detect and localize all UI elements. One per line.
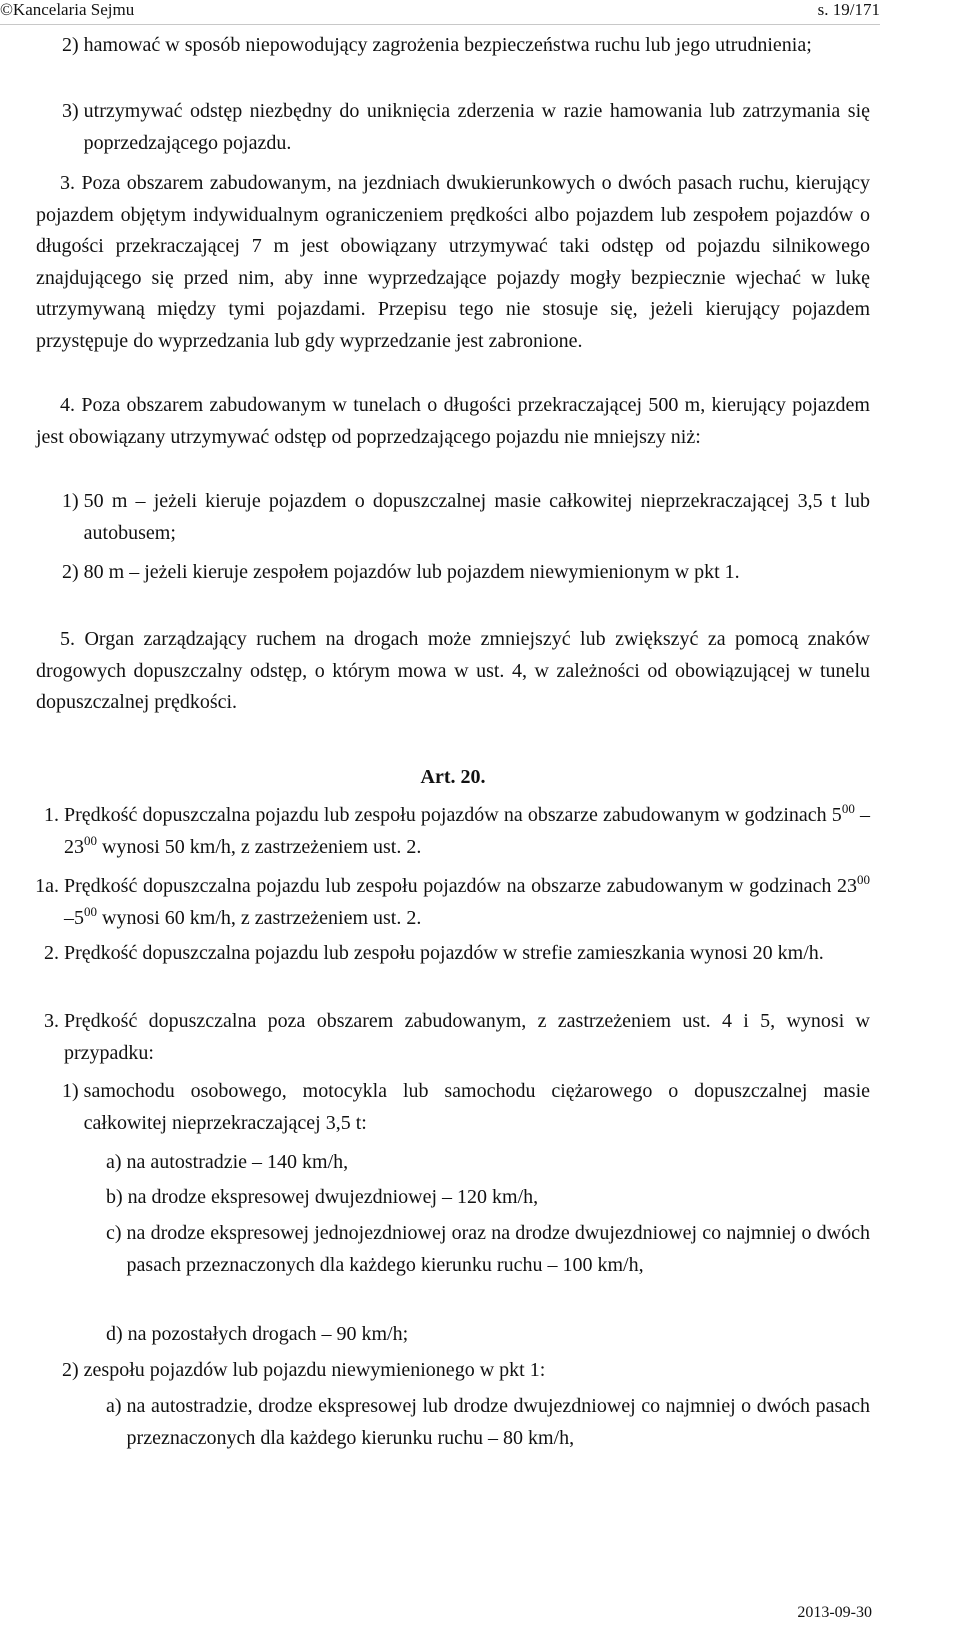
- item-text: na autostradzie, drodze ekspresowej lub drodze dwujezdniowej co najmniej o dwóch pasach przeznaczonych dla każdego kierunku ruchu – 80 km/h,: [126, 1395, 870, 1449]
- list-item: [62, 486, 870, 549]
- paragraph-text: Prędkość dopuszczalna pojazdu lub zespołu pojazdów na obszarze zabudowanym w godzinach $23^{00}$ $-5^{00}$ wynosi 60 km/h, z zastrzeżeniem ust. 2.: [64, 872, 870, 929]
- item-text: 80 m – jeżeli kieruje zespołem pojazdów lub pojazdem niewymienionym w pkt 1.: [83, 561, 740, 583]
- list-item: [106, 1391, 870, 1454]
- item-letter: d): [106, 1323, 128, 1345]
- article-paragraph: [20, 1006, 870, 1069]
- paragraph-ust-3: 3. Poza obszarem zabudowanym, na jezdniach dwukierunkowych o dwóch pasach ruchu, kierujący pojazdem objętym indywidualnym ograniczeniem prędkości albo pojazdem lub zespołem pojazdów o długości przekraczającej 7 m jest obowiązany utrzymywać taki odstęp od pojazdu silnikowego znajdującego się przed nim, aby inne wyprzedzające pojazdy mogły bezpiecznie wjechać w lukę utrzymywaną między tymi pojazdami. Przepisu tego nie stosuje się, jeżeli kierujący pojazdem przystępuje do wyprzedzania lub gdy wyprzedzanie jest zabronione.: [36, 172, 870, 352]
- article-paragraph: [20, 800, 870, 863]
- paragraph-text: Prędkość dopuszczalna pojazdu lub zespołu pojazdów w strefie zamieszkania wynosi 20 km/h.: [64, 942, 824, 964]
- item-text: na pozostałych drogach – 90 km/h;: [127, 1323, 409, 1345]
- paragraph-text: Prędkość dopuszczalna poza obszarem zabudowanym, z zastrzeżeniem ust. 4 i 5, wynosi w przypadku:: [64, 1010, 870, 1064]
- paragraph-number: 3.: [44, 1010, 64, 1032]
- header-rule: [0, 24, 880, 25]
- item-number: 2): [62, 34, 84, 56]
- list-item: [62, 96, 870, 159]
- header-copyright: ©Kancelaria Sejmu: [0, 0, 135, 19]
- item-number: 2): [62, 1359, 84, 1381]
- paragraph-ust-5: 5. Organ zarządzający ruchem na drogach może zmniejszyć lub zwiększyć za pomocą znaków drogowych dopuszczalny odstęp, o którym mowa w ust. 4, w zależności od obowiązującej w tunelu dopuszczalnej prędkości.: [36, 628, 870, 713]
- item-number: 1): [62, 1080, 84, 1102]
- item-text: samochodu osobowego, motocykla lub samochodu ciężarowego o dopuszczalnej masie całkowitej nieprzekraczającej 3,5 t:: [83, 1080, 870, 1134]
- item-text: utrzymywać odstęp niezbędny do uniknięcia zderzenia w razie hamowania lub zatrzymania się poprzedzającego pojazdu.: [83, 100, 870, 154]
- item-text: na drodze ekspresowej jednojezdniowej oraz na drodze dwujezdniowej co najmniej o dwóch pasach przeznaczonych dla każdego kierunku ruchu – 100 km/h,: [126, 1222, 870, 1276]
- footer-date: 2013-09-30: [797, 1604, 872, 1621]
- list-item: [62, 1076, 870, 1139]
- item-text: 50 m – jeżeli kieruje pojazdem o dopuszczalnej masie całkowitej nieprzekraczającej 3,5 t lub autobusem;: [83, 490, 870, 544]
- paragraph-ust-4: 4. Poza obszarem zabudowanym w tunelach o długości przekraczającej 500 m, kierujący pojazdem jest obowiązany utrzymywać odstęp od poprzedzającego pojazdu nie mniejszy niż:: [36, 394, 870, 448]
- item-text: hamować w sposób niepowodujący zagrożenia bezpieczeństwa ruchu lub jego utrudnienia;: [83, 34, 812, 56]
- article-paragraph: [20, 871, 870, 934]
- article-paragraph: [20, 938, 870, 970]
- item-letter: a): [106, 1395, 127, 1417]
- list-item: [106, 1147, 870, 1179]
- paragraph-text: Prędkość dopuszczalna pojazdu lub zespołu pojazdów na obszarze zabudowanym w godzinach $5^{00}$ $-23^{00}$ wynosi 50 km/h, z zastrzeżeniem ust. 2.: [64, 801, 870, 858]
- list-item: [62, 1355, 870, 1387]
- paragraph-number: 2.: [44, 942, 64, 964]
- paragraph-number: 1a.: [35, 875, 64, 897]
- item-number: 1): [62, 490, 84, 512]
- header-page-number: s. 19/171: [817, 0, 880, 19]
- list-item: [62, 557, 870, 589]
- list-item: [106, 1182, 870, 1214]
- item-letter: b): [106, 1186, 128, 1208]
- item-number: 3): [62, 100, 84, 122]
- list-item: [62, 30, 870, 62]
- item-text: na drodze ekspresowej dwujezdniowej – 120 km/h,: [127, 1186, 539, 1208]
- item-letter: c): [106, 1222, 127, 1244]
- item-text: zespołu pojazdów lub pojazdu niewymienionego w pkt 1:: [83, 1359, 546, 1381]
- article-heading: Art. 20.: [420, 766, 486, 788]
- paragraph-number: 1.: [44, 804, 64, 826]
- list-item: [106, 1218, 870, 1281]
- list-item: [106, 1319, 870, 1351]
- item-text: na autostradzie – 140 km/h,: [126, 1151, 349, 1173]
- item-letter: a): [106, 1151, 127, 1173]
- item-number: 2): [62, 561, 84, 583]
